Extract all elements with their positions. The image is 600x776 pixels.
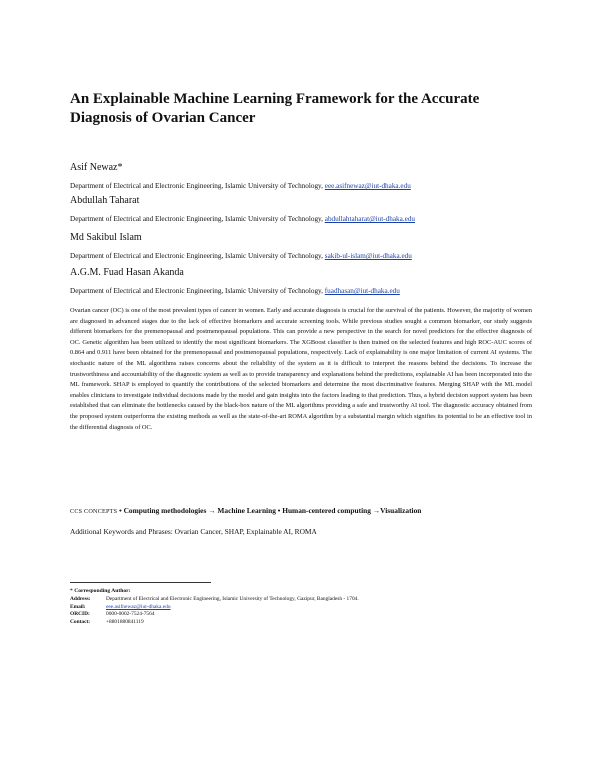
- author-email-link[interactable]: fuadhasan@iut-dhaka.edu: [324, 287, 400, 295]
- author-affiliation-line: [70, 181, 540, 191]
- author-email-link[interactable]: sakib-ul-islam@iut-dhaka.edu: [324, 252, 412, 260]
- footnote-email-link[interactable]: eee.asifnewaz@iut-dhaka.edu: [106, 603, 171, 610]
- author-affiliation-line: [70, 286, 540, 296]
- footnote-row: [70, 611, 359, 619]
- author-name: Abdullah Taharat: [70, 195, 140, 206]
- footnote-key: Contact:: [70, 618, 91, 625]
- author-affiliation-line: [70, 214, 540, 224]
- footnote-value: 0000-0002-7524-7564: [106, 611, 155, 618]
- author-name: Md Sakibul Islam: [70, 232, 142, 243]
- ccs-label: CCS CONCEPTS: [70, 508, 118, 515]
- author-name: Asif Newaz*: [70, 162, 123, 173]
- author-affiliation: Department of Electrical and Electronic Engineering, Islamic University of Technology,: [70, 182, 323, 190]
- footnote-row: [70, 619, 359, 627]
- author-affiliation: Department of Electrical and Electronic Engineering, Islamic University of Technology,: [70, 215, 323, 223]
- footnote-value: +8801880841119: [106, 618, 144, 625]
- ccs-value: • Computing methodologies → Machine Learning • Human-centered computing →Visualization: [119, 506, 422, 515]
- footnote-details: [70, 596, 359, 626]
- author-affiliation: Department of Electrical and Electronic Engineering, Islamic University of Technology,: [70, 252, 323, 260]
- author-email-link[interactable]: eee.asifnewaz@iut-dhaka.edu: [324, 182, 411, 190]
- footnote-value: Department of Electrical and Electronic Engineering, Islamic University of Technology, Gazipur, Bangladesh - 1704.: [106, 596, 359, 602]
- footnote-title: * Corresponding Author:: [70, 588, 131, 594]
- keywords: Additional Keywords and Phrases: Ovarian Cancer, SHAP, Explainable AI, ROMA: [70, 527, 317, 536]
- author-email-link[interactable]: abdullahtaharat@iut-dhaka.edu: [324, 215, 416, 223]
- author-affiliation: Department of Electrical and Electronic Engineering, Islamic University of Technology,: [70, 287, 323, 295]
- footnote-row: [70, 596, 359, 604]
- paper-title: An Explainable Machine Learning Framework for the Accurate Diagnosis of Ovarian Cancer: [70, 91, 480, 126]
- author-affiliation-line: [70, 251, 540, 261]
- footnote-key: Address:: [70, 596, 91, 602]
- abstract: Ovarian cancer (OC) is one of the most prevalent types of cancer in women. Early and accurate diagnosis is crucial for the survival of the patients. However, the majority of women are diagnosed in advanced stages due to the lack of effective biomarkers and accurate screening tools. While previous studies sought a common biomarker, our study suggests different biomarkers for the premenopausal and postmenopausal populations. This can provide a new perspective in the search for novel predictors for the effective diagnosis of OC. Genetic algorithm has been utilized to identify the most significant biomarkers. The XGBoost classifier is then trained on the selected features and high ROC-AUC scores of 0.864 and 0.911 have been obtained for the premenopausal and postmenopausal populations, respectively. Lack of explainability is one major limitation of current AI systems. The stochastic nature of the ML algorithms raises concerns about the reliability of the system as it is difficult to interpret the reasons behind the decisions. To increase the trustworthiness and accountability of the diagnostic system as well as to provide transparency and explanations behind the predictions, explainable AI has been incorporated into the ML framework. SHAP is employed to quantify the contributions of the selected biomarkers and determine the most discriminative features. Merging SHAP with the ML model enables clinicians to investigate individual decisions made by the model and gain insights into the factors leading to that prediction. Thus, a hybrid decision support system has been established that can eliminate the bottlenecks caused by the black-box nature of the ML algorithms providing a safe and trustworthy AI tool. The diagnostic accuracy obtained from the proposed system outperforms the existing methods as well as the state-of-the-art ROMA algorithm by a substantial margin which signifies its potential to be an effective tool in the differential diagnosis of OC.: [70, 307, 532, 431]
- footnote-key: ORCID:: [70, 611, 90, 618]
- author-name: A.G.M. Fuad Hasan Akanda: [70, 267, 184, 278]
- footnote-divider: [70, 582, 211, 583]
- footnote-key: Email:: [70, 603, 86, 610]
- footnote-row: [70, 604, 359, 612]
- ccs-concepts: [70, 506, 540, 517]
